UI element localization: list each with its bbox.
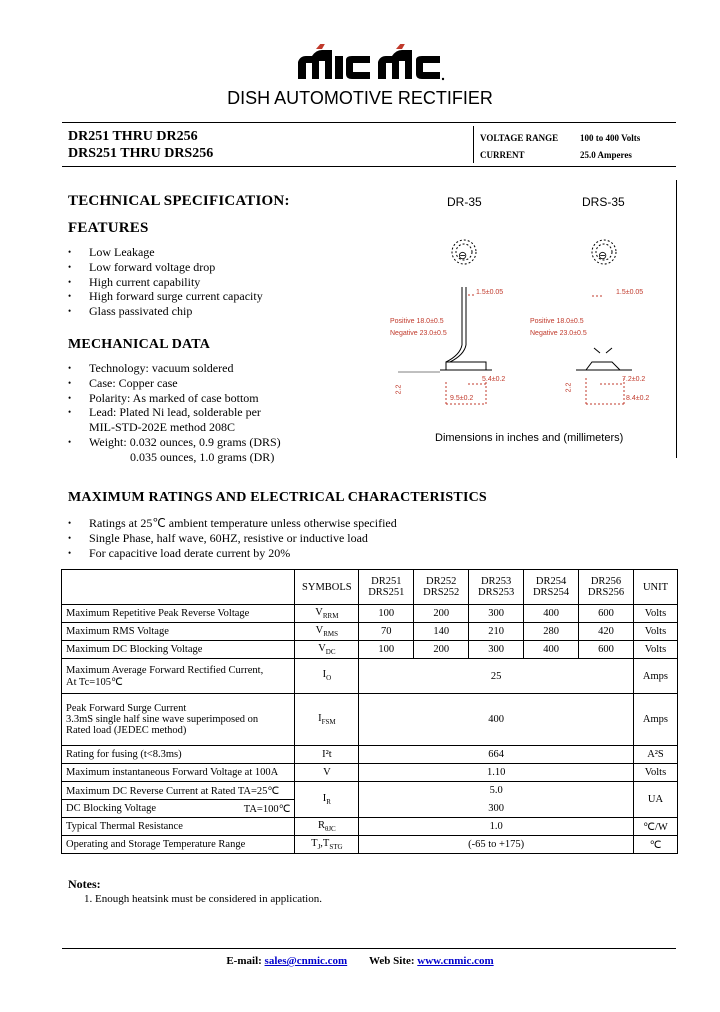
list-item: • Low forward voltage drop (68, 260, 263, 275)
pkg-label-drs35: DRS-35 (582, 195, 625, 209)
drawing-border (676, 180, 677, 458)
drs-height-dim: 2.2 (565, 382, 573, 393)
features-title: FEATURES (68, 220, 149, 236)
table-row: Maximum Average Forward Rectified Current, At Tc=105℃ $I_O$ 25 Amps (62, 659, 678, 694)
table-row: Typical Thermal Resistance $R_{\theta JC}$ 1.0 ℃/W (62, 818, 678, 836)
list-item: • Ratings at 25℃ ambient temperature unless otherwise specified (68, 516, 397, 531)
top-rule (62, 122, 676, 123)
part-header: DR253 DRS253 (469, 570, 524, 605)
mechanical-list (68, 361, 261, 420)
list-item: • Technology: vacuum soldered (68, 361, 261, 376)
ratings-conditions (68, 516, 397, 560)
part-header: DR251 DRS251 (359, 570, 414, 605)
part-header: DR252 DRS252 (414, 570, 469, 605)
dr-outer-diameter: 9.5±0.2 (450, 395, 474, 402)
notes-title: Notes: (68, 877, 101, 891)
dr-positive-length: Positive 18.0±0.5 (390, 318, 444, 325)
dimensions-note: Dimensions in inches and (millimeters) (435, 432, 624, 444)
list-item: • For capacitive load derate current by 20% (68, 546, 397, 561)
pkg-label-dr35: DR-35 (447, 195, 482, 209)
symbols-header: SYMBOLS (295, 570, 359, 605)
list-item: • Polarity: As marked of case bottom (68, 391, 261, 406)
list-item: • Case: Copper case (68, 376, 261, 391)
table-row: Maximum Repetitive Peak Reverse Voltage $V_{RRM}$ 100 200 300 400 600 Volts (62, 605, 678, 623)
table-row: Peak Forward Surge Current 3.3mS single half sine wave superimposed on Rated load (JEDEC method) $I_{FSM}$ 400 Amps (62, 694, 678, 746)
dr-height-dim: 2.2 (395, 384, 403, 395)
web-label: Web Site: (369, 955, 415, 967)
list-item: • Weight: 0.032 ounces, 0.9 grams (DRS) (68, 435, 281, 450)
ratings-table (61, 569, 678, 854)
drs-outer-diameter: 8.4±0.2 (626, 395, 650, 402)
part-header: DR256 DRS256 (579, 570, 634, 605)
technical-spec-title: TECHNICAL SPECIFICATION: (68, 193, 290, 209)
list-item: • Glass passivated chip (68, 304, 263, 319)
spec-value-voltage: 100 to 400 Volts (580, 133, 641, 143)
drs-polarity-mark: ⊖ (598, 250, 608, 262)
header-rule (62, 166, 676, 167)
table-row: Maximum DC Blocking Voltage $V_{DC}$ 100 200 300 400 600 Volts (62, 641, 678, 659)
spec-label-current: CURRENT (480, 150, 525, 160)
dr-negative-length: Negative 23.0±0.5 (390, 330, 447, 337)
dr-lead-dim: 1.5±0.05 (476, 289, 504, 296)
spec-label-voltage: VOLTAGE RANGE (480, 133, 559, 143)
drs-negative-length: Negative 23.0±0.5 (530, 330, 587, 337)
list-item: • High current capability (68, 275, 263, 290)
web-link[interactable]: www.cnmic.com (417, 955, 494, 967)
list-item: • Low Leakage (68, 245, 263, 260)
table-row: Rating for fusing (t<8.3ms) I²t 664 A²S (62, 746, 678, 764)
drs-positive-length: Positive 18.0±0.5 (530, 318, 584, 325)
email-label: E-mail: (226, 955, 262, 967)
lead-continuation: MIL-STD-202E method 208C (89, 420, 235, 434)
list-item: • Single Phase, half wave, 60HZ, resistive or inductive load (68, 531, 397, 546)
note-item: 1. Enough heatsink must be considered in application. (84, 893, 322, 905)
dr-body (446, 362, 486, 370)
ratings-title: MAXIMUM RATINGS AND ELECTRICAL CHARACTERISTICS (68, 490, 487, 505)
list-item: • Lead: Plated Ni lead, solderable per (68, 405, 261, 420)
list-item: • High forward surge current capacity (68, 289, 263, 304)
table-row: Maximum DC Reverse Current at Rated TA=25℃ $I_R$ 5.0 UA (62, 782, 678, 800)
part-range-dr: DR251 THRU DR256 (68, 129, 198, 144)
dr-polarity-mark: ⊖ (458, 250, 468, 262)
part-range-drs: DRS251 THRU DRS256 (68, 146, 214, 161)
part-header: DR254 DRS254 (524, 570, 579, 605)
drs-lead-dim: 1.5±0.05 (616, 289, 644, 296)
email-link[interactable]: sales@cnmic.com (264, 955, 348, 967)
drs-inner-diameter: 7.2±0.2 (622, 376, 646, 383)
header-divider (473, 126, 474, 163)
document-subtitle: DISH AUTOMOTIVE RECTIFIER (227, 88, 493, 108)
logo-mark (298, 44, 444, 80)
mechanical-title: MECHANICAL DATA (68, 337, 211, 352)
unit-header: UNIT (633, 570, 677, 605)
table-header-row (62, 570, 678, 605)
weight-continuation: 0.035 ounces, 1.0 grams (DR) (130, 450, 275, 464)
company-logo (0, 44, 720, 84)
features-list (68, 245, 263, 319)
mechanical-list-weight (68, 435, 281, 450)
drs-body (586, 362, 620, 370)
dr-inner-diameter: 5.4±0.2 (482, 376, 506, 383)
footer (0, 955, 720, 967)
spec-value-current: 25.0 Amperes (580, 150, 632, 160)
table-row: Maximum RMS Voltage $V_{RMS}$ 70 140 210 280 420 Volts (62, 623, 678, 641)
table-row: DC Blocking Voltage TA=100℃ 300 (62, 800, 678, 818)
footer-rule (62, 948, 676, 949)
table-row: Operating and Storage Temperature Range $T_J,T_{STG}$ (-65 to +175) ℃ (62, 836, 678, 854)
table-row: Maximum instantaneous Forward Voltage at 100A V 1.10 Volts (62, 764, 678, 782)
